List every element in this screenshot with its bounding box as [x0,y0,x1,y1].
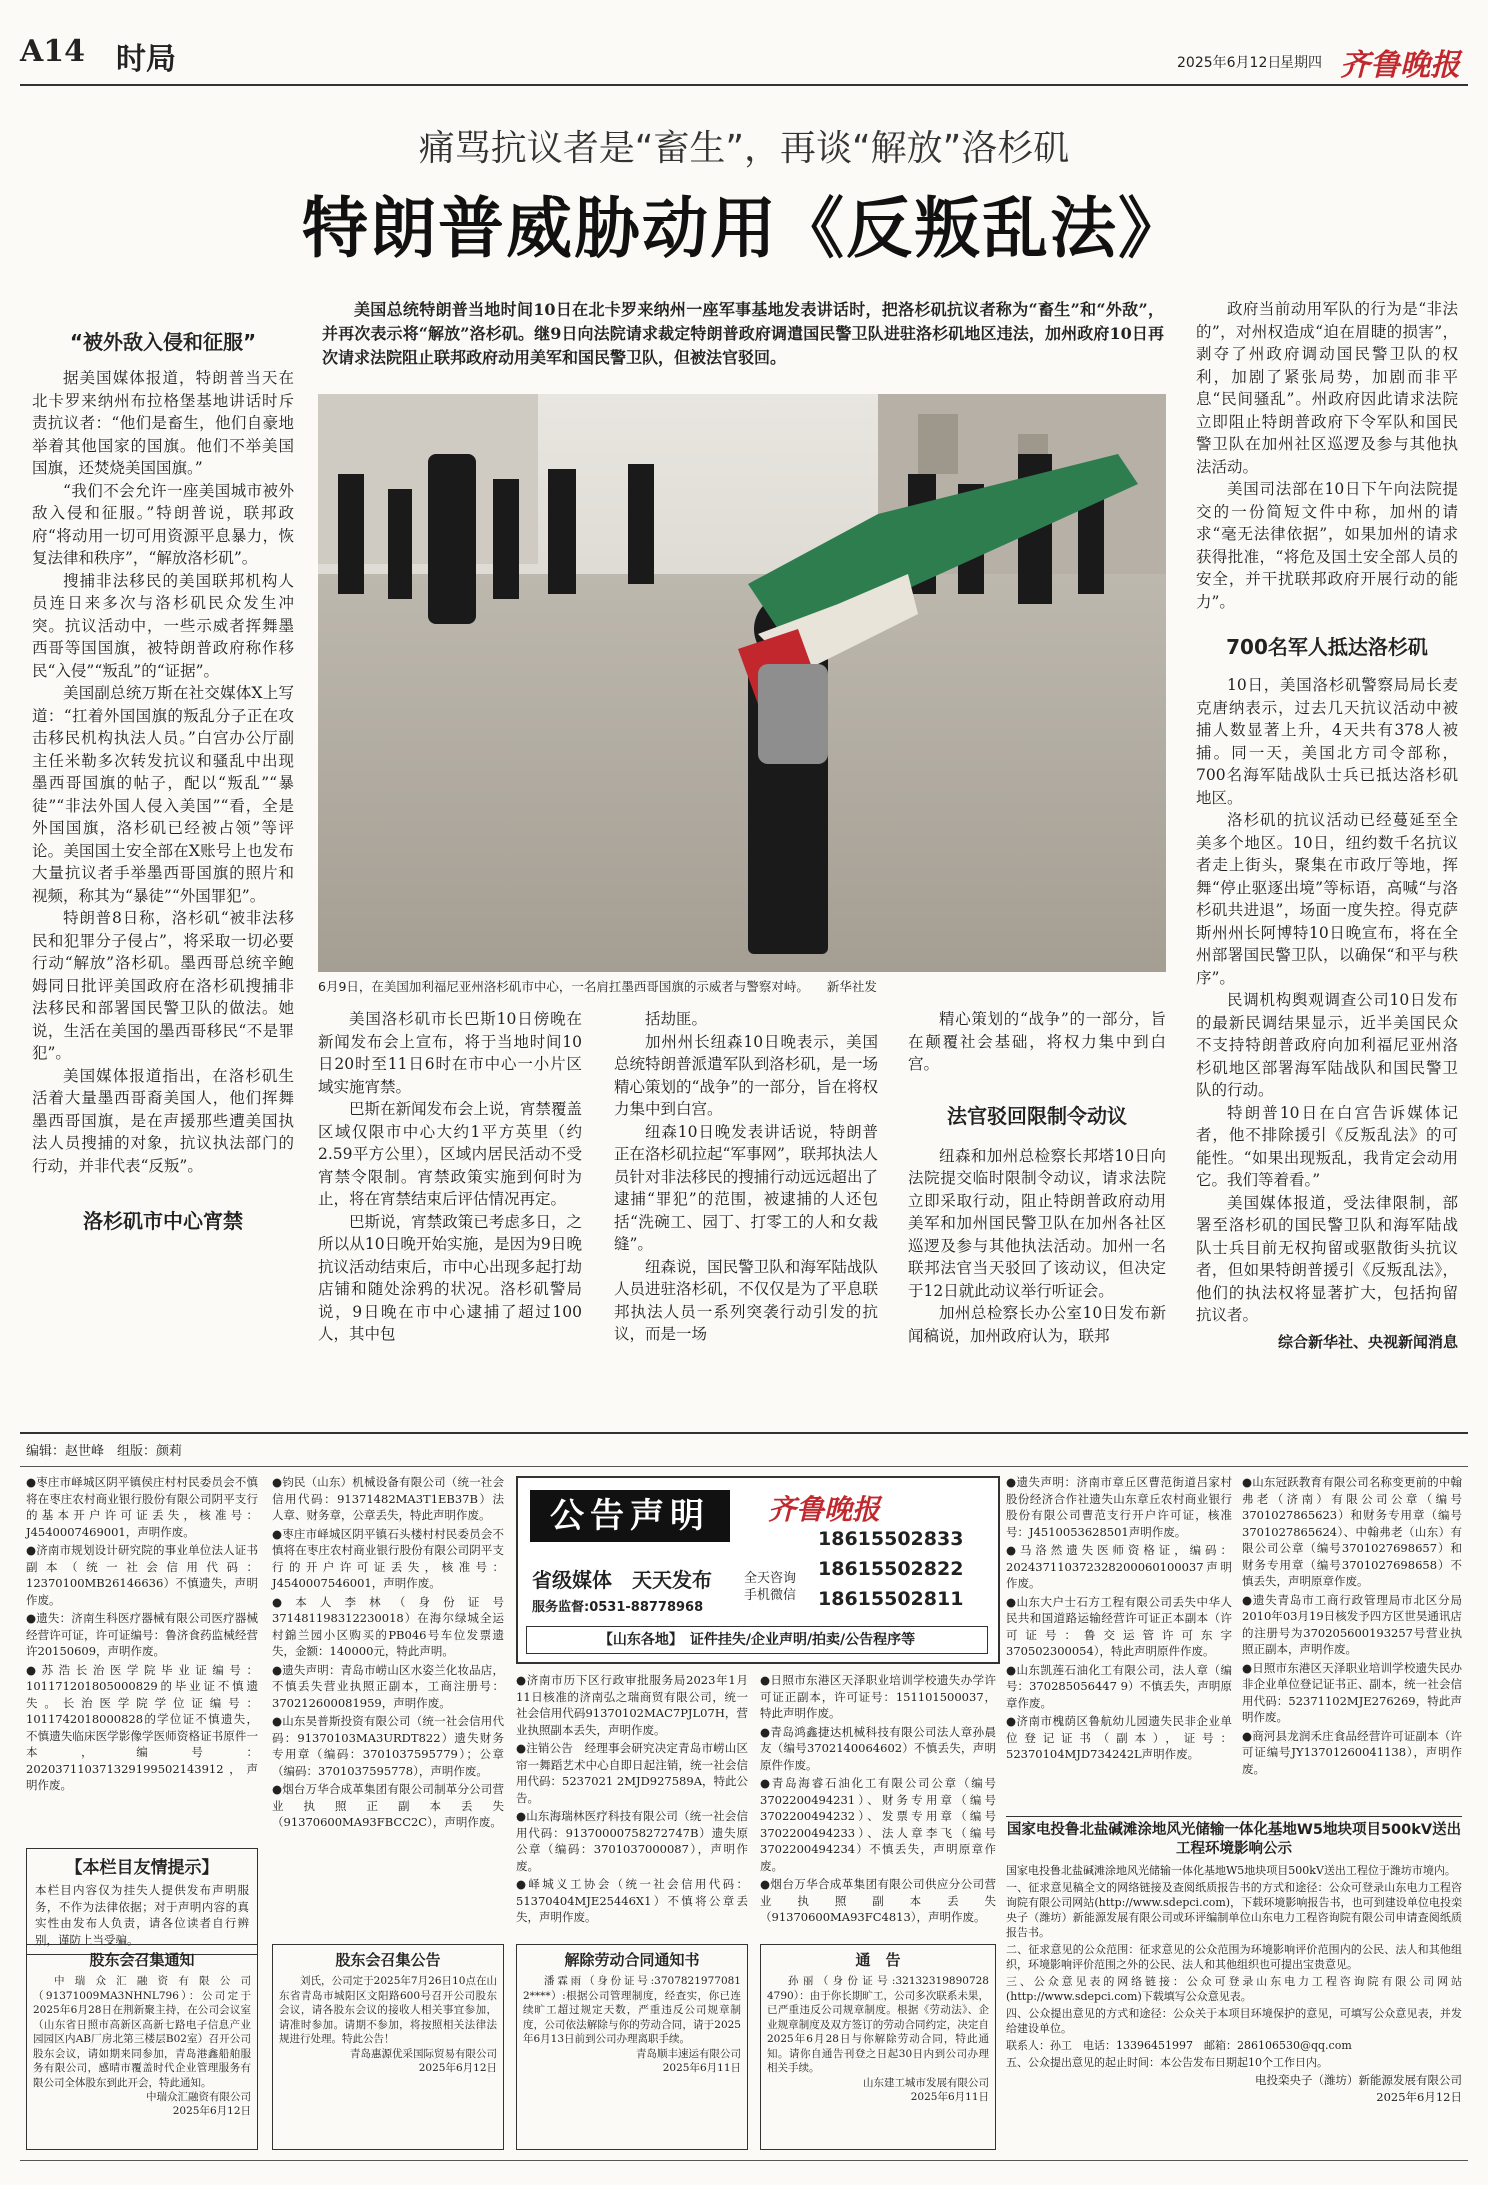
notice-item: ●山东海瑞林医疗科技有限公司（统一社会信用代码：91370000758272747B）遗失原公章（编码：3701037000087），声明作废。 [516,1809,748,1873]
column-2-text [318,1008,582,1346]
column-5 [1196,298,1458,1352]
notice-item: ●注销公告 经理事会研究决定青岛市崂山区帘一舞蹈艺术中心自即日起注销，统一社会信用代码：5237021 2MJD927589A，特此公告。 [516,1741,748,1805]
env-notice-paragraph: 三、公众意见表的网络链接：公众可登录山东电力工程咨询院有限公司网站(http://www.sdepci.com)下载填写公众意见表。 [1006,1975,1462,2003]
article-bottom-rule [20,1432,1468,1434]
env-notice-body [1006,1863,1462,2070]
env-notice-paragraph: 二、征求意见的公众范围：征求意见的公众范围为环境影响评价范围内的公民、法人和其他组织，环境影响评价范围之外的公民、法人和其他组织也可提出宝贵意见。 [1006,1943,1462,1971]
kicker: 痛骂抗议者是“畜生”，再谈“解放”洛杉矶 [418,128,1070,169]
notice-item: ●山东凯莲石油化工有限公司，法人章（编号：370285056447 9）不慎丢失，声明原章作废。 [1006,1662,1232,1710]
ad-slogan: 省级媒体 天天发布 [532,1568,712,1592]
ad-phone-1: 18615502833 [818,1528,964,1550]
notice-item: ●苏浩长治医学院毕业证编号：101171201805000829的毕业证不慎遗失。长治医学院学位证编号：1011742018000828的学位证不慎遗失，不慎遗失临床医学影像学医师资格证书原件一本，编号：202037110371329199502143912，声明作废。 [26,1662,258,1792]
page-header [20,26,1468,86]
notice-item: ●马洛然遗失医师资格证，编码：202437110372328200060100037声明作废。 [1006,1543,1232,1590]
notice-column-1 [26,1474,258,1796]
env-notice-paragraph: 联系人：孙工 电话：13396451997 邮箱：286106530@qq.com [1006,2039,1352,2052]
photo-caption: 6月9日，在美国加利福尼亚州洛杉矶市中心，一名肩扛墨西哥国旗的示威者与警察对峙。 新华社发 [318,979,877,994]
bottom-notice-body: 中瑞众汇融资有限公司（91371009MA3NHNL796）：公司定于2025年6月28日在荆新聚主持，在公司会议室（山东省日照市高新区高新七路电子信息产业园园区内AB厂房北第三楼层B02室）召开公司股东会议，请如期来同参加，青岛港鑫船舶服务有限公司，感晴市覆盖时代企业管理服务有限公司全体股东到此开会，特此通知。 [33,1975,251,2089]
paragraph: 搜捕非法移民的美国联邦机构人员连日来多次与洛杉矶民众发生冲突。抗议活动中，一些示威者挥舞墨西哥等国国旗，被特朗普政府称作移民“入侵”“叛乱”的“证据”。 [32,571,294,680]
ad-title: 公告声明 [530,1490,730,1542]
notice-item: ●枣庄市峄城区阴平镇侯庄村村民委员会不慎将在枣庄农村商业银行股份有限公司阴平支行的基本开户许可证丢失，核准号：J4540007469001，声明作废。 [26,1475,258,1539]
ad-phone-2: 18615502822 [818,1558,964,1580]
editor-line: 编辑：赵世峰 组版：颜莉 [26,1444,183,1459]
column-1-text [32,367,294,1177]
paragraph: 美国媒体报道，受法律限制，部署至洛杉矶的国民警卫队和海军陆战队士兵目前无权拘留或驱散街头抗议者，但如果特朗普援引《反叛乱法》，他们的执法权将显著扩大，包括拘留抗议者。 [1196,1193,1458,1324]
paragraph: 巴斯在新闻发布会上说，宵禁覆盖区域仅限市中心大约1平方英里（约2.59平方公里），区域内居民活动不受宵禁令限制。宵禁政策实施到何时为止，将在宵禁结束后评估情况再定。 [318,1100,582,1208]
column-4-text [908,1008,1166,1076]
notice-item: ●遗失青岛市工商行政管理局市北区分局2010年03月19日核发予四方区世昊通讯店的注册号为370205600193257号营业执照正副本，声明作废。 [1242,1592,1462,1656]
env-notice-paragraph: 五、公众提出意见的起止时间：本公告发布日期起10个工作日内。 [1006,2056,1328,2069]
bottom-notice-title: 股东会召集公告 [335,1951,441,1969]
paragraph: 特朗普8日称，洛杉矶“被非法移民和犯罪分子侵占”，将采取一切必要行动“解放”洛杉矶。墨西哥总统辛鲍姆同日批评美国政府在洛杉矶搜捕非法移民和部署国民警卫队的做法。她说，生活在美国的墨西哥移民“不是罪犯”。 [32,909,294,1062]
bottom-notice-title: 股东会召集通知 [89,1951,195,1969]
bottom-notice-title: 通 告 [855,1951,901,1969]
page-number: A14 [20,34,86,69]
reminder-text: 本栏目内容仅为挂失人提供发布声明服务，不作为法律依据；对于声明内容的真实性由发布人负责，请各位读者自行辨别，谨防上当受骗。 [35,1883,249,1947]
notice-item: ●济南市规划设计研究院的事业单位法人证书副本（统一社会信用代码：12370100MB26146636）不慎遗失，声明作废。 [26,1543,258,1607]
column-1 [32,326,294,1234]
paragraph: 据美国媒体报道，特朗普当天在北卡罗来纳州布拉格堡基地讲话时斥责抗议者：“他们是畜生，他们自豪地举着其他国家的国旗。他们不举美国国旗，还焚烧美国国旗。” [32,369,294,477]
ad-phone-3: 18615502811 [818,1588,964,1610]
page-bottom-rule [20,2160,1468,2161]
notice-column-2 [272,1474,504,1833]
paragraph: 10日，美国洛杉矶警察局局长麦克唐纳表示，过去几天抗议活动中被捕人数显著上升，4天共有378人被捕。同一天，美国北方司令部称，700名海军陆战队士兵已抵达洛杉矶地区。 [1196,676,1458,807]
ad-supervision: 服务监督:0531-88778968 [532,1600,704,1615]
env-notice-box [1006,1816,1462,2105]
page-weekday: 星期四 [1280,55,1322,71]
paragraph: 巴斯说，宵禁政策已考虑多日，之所以从10日晚开始实施，是因为9日晚抗议活动结束后，市中心出现多起打劫店铺和随处涂鸦的状况。洛杉矶警局说，9日晚在市中心逮捕了超过100人，其中包 [318,1212,582,1343]
bottom-notice-box [516,1944,748,2150]
byline: 综合新华社、央视新闻消息 [1277,1332,1458,1351]
reminder-title: 【本栏目友情提示】 [65,1858,219,1878]
bottom-notice-body: 刘氏，公司定于2025年7月26日10点在山东省青岛市城阳区文阳路600号召开公司股东会议，请各股东会议的接收人相关事宜参加，请准时参加。请期不参加，将按照相关法律法规进行处理。特此公告！ [279,1975,497,2045]
paragraph: 特朗普10日在白宫告诉媒体记者，他不排除援引《反叛乱法》的可能性。“如果出现叛乱，我肯定会动用它。我们等着看。” [1196,1103,1458,1189]
page-date: 2025年6月12日 [1177,55,1282,71]
notice-item: ●遗失声明：济南市章丘区曹范街道吕家村股份经济合作社遗失山东章丘农村商业银行股份有限公司曹范支行开户许可证，核准号：J4510053628501声明作废。 [1006,1475,1232,1539]
subheading-invaded: “被外敌入侵和征服” [69,330,257,354]
headline: 特朗普威胁动用《反叛乱法》 [302,189,1186,267]
ad-bar: 【山东各地】 证件挂失/企业声明/拍卖/公告程序等 [526,1626,988,1654]
protest-photo-illustration [318,394,1166,972]
notice-item: ●日照市东港区天泽职业培训学校遗失办学许可证正副本，许可证号：151101500037，特此声明作废。 [760,1673,996,1720]
paragraph: 括劫匪。 [645,1010,708,1028]
notice-column-4 [760,1672,996,1928]
paragraph: 民调机构舆观调查公司10日发布的最新民调结果显示，近半美国民众不支持特朗普政府向加利福尼亚州洛杉矶地区部署海军陆战队和国民警卫队的行动。 [1196,991,1458,1099]
paragraph: 精心策划的“战争”的一部分，旨在颠覆社会基础，将权力集中到白宫。 [908,1010,1166,1073]
notice-item: ●钧民（山东）机械设备有限公司（统一社会信用代码：91371482MA3T1EB37B）法人章、财务章，公章丢失，特此声明作废。 [272,1475,504,1522]
subheading-curfew: 洛杉矶市中心宵禁 [83,1209,243,1233]
env-notice-sign: 电投栾央子（潍坊）新能源发展有限公司 [1255,2073,1462,2087]
bottom-notice-sign: 中瑞众汇融资有限公司 [146,2091,251,2103]
ad-logo: 齐鲁晚报 [768,1493,881,1526]
notice-item: ●烟台万华合成革集团有限公司供应分公司营业执照副本丢失（91370600MA93FC4813），声明作废。 [760,1877,996,1924]
photo-credit: 新华社发 [826,979,877,994]
notice-item: ●青岛海睿石油化工有限公司公章（编号3702200494231）、财务专用章（编号3702200494232）、发票专用章（编号3702200494233）、法人章李飞（编号3702200494234）不慎丢失，声明原章作废。 [760,1776,996,1873]
section-name: 时局 [116,42,176,77]
bottom-notice-box [272,1944,504,2150]
bottom-notice-sign: 山东建工城市发展有限公司 [863,2076,989,2089]
paragraph: 美国媒体报道指出，在洛杉矶生活着大量墨西哥裔美国人，他们挥舞墨西哥国旗，是在声援那些遭美国执法人员搜捕的对象，抗议执法部门的行动，并非代表“反叛”。 [32,1066,294,1175]
column-3-text [614,1008,878,1346]
notice-column-3 [516,1672,748,1928]
newspaper-logo: 齐鲁晚报 [1340,48,1460,83]
notice-top-rule [20,1466,1468,1467]
bottom-notice-sign: 青岛惠源优采国际贸易有限公司 [350,2047,497,2060]
bottom-notice-box [26,1944,258,2150]
paragraph: 纽森说，国民警卫队和海军陆战队人员进驻洛杉矶，不仅仅是为了平息联邦执法人员一系列突袭行动引发的抗议，而是一场 [614,1257,878,1343]
bottom-notice-date: 2025年6月12日 [418,2061,497,2074]
subheading-judge: 法官驳回限制令动议 [947,1103,1127,1128]
paragraph: 美国副总统万斯在社交媒体X上写道：“扛着外国国旗的叛乱分子正在攻击移民机构执法人员。”白宫办公厅副主任米勒多次转发抗议和骚乱中出现墨西哥国旗的帖子，配以“叛乱”“暴徒”“非法外国人侵入美国”“看，全是外国国旗，洛杉矶已经被占领”等评论。美国国土安全部在X账号上也发布大量抗议者手举墨西哥国旗的照片和视频，称其为“暴徒”“外国罪犯”。 [32,684,294,905]
notice-item: ●枣庄市峄城区阴平镇石头楼村村民委员会不慎将在枣庄农村商业银行股份有限公司阴平支行的开户许可证丢失，核准号：J4540007546001，声明作废。 [272,1526,504,1590]
paragraph: 加州州长纽森10日晚表示，美国总统特朗普派遣军队到洛杉矶，是一场精心策划的“战争”的一部分，旨在将权力集中到白宫。 [614,1032,878,1118]
notice-item: ●商河县龙润禾庄食品经营许可证副本（许可证编号JY13701260041138），声明作废。 [1242,1728,1462,1776]
column-4b-text [908,1145,1166,1348]
bottom-notice-body: 潘霖雨（身份证号:3707821977081 2****）:根据公司管理制度，经查实，你已连续旷工超过规定天数，严重违反公司规章制度，公司依法解除与你的劳动合同，请于2025年6月13日前到公司办理离职手续。 [523,1975,741,2045]
paragraph: 纽森和加州总检察长邦塔10日向法院提交临时限制令动议，请求法院立即采取行动，阻止特朗普政府动用美军和加州国民警卫队在加州各社区巡逻及参与其他执法活动。加州一名联邦法官当天驳回了该动议，但决定于12日就此动议举行听证会。 [908,1146,1166,1300]
notice-item: ●山东冠跃教育有限公司名称变更前的中翰弗老（济南）有限公司公章（编号3701027865623）和财务专用章（编号3701027865624）、中翰弗老（山东）有限公司公章（编号3701027698657）和财务专用章（编号3701027698658）不慎丢失，声明原章作废。 [1242,1475,1462,1588]
reminder-box [26,1848,258,1955]
bottom-notice-body: 孙丽（身份证号:32132319890728 4790）：由于你长期旷工，公司多次联系未果，已严重违反公司规章制度。根据《劳动法》、企业规章制度及双方签订的劳动合同约定，决定自2025年6月28日与你解除劳动合同，特此通知。请你自通告刊登之日起30日内到公司办理相关手续。 [767,1975,989,2074]
notice-item: ●本人李林（身份证号371481198312230018）在海尔绿城全运村錦兰园小区购买的PB046号车位发票遗失，金额：140000元，特此声明。 [272,1594,504,1658]
news-photo [318,394,1166,972]
paragraph: “我们不会允许一座美国城市被外敌入侵和征服。”特朗普说，联邦政府“将动用一切可用资源平息暴力，恢复法律和秩序”，“解放洛杉矶”。 [32,481,294,567]
column-4 [908,1008,1166,1347]
notice-item: ●峄城义工协会（统一社会信用代码：51370404MJE25446X1）不慎将公章丢失，声明作废。 [516,1877,748,1924]
notice-item: ●遗失声明：青岛市崂山区水姿兰化妆品店，不慎丢失营业执照正副本，工商注册号：370212600081959，声明作废。 [272,1662,504,1710]
bottom-notice-sign: 青岛顺丰速运有限公司 [636,2047,741,2060]
env-notice-paragraph: 一、征求意见稿全文的网络链接及查阅纸质报告书的方式和途径：公众可登录山东电力工程咨询院有限公司网站(http://www.sdepci.com)，下载环境影响报告书，也可到建设单位电投栾央子（潍坊）新能源发展有限公司或环评编制单位山东电力工程咨询院有限公司申请查阅纸质报告书。 [1006,1881,1462,1939]
paragraph: 纽森10日晚发表讲话说，特朗普正在洛杉矶拉起“军事网”，联邦执法人员针对非法移民的搜捕行动远远超出了逮捕“罪犯”的范围，被逮捕的人还包括“洗碗工、园丁、打零工的人和女裁缝”。 [614,1122,878,1253]
subheading-troops: 700名军人抵达洛杉矶 [1226,635,1428,659]
header-divider [20,84,1468,86]
env-notice-date: 2025年6月12日 [1376,2089,1462,2104]
ad-box [516,1476,1000,1664]
env-notice-title: 国家电投鲁北盐碱滩涂地风光储输一体化基地W5地块项目500kV送出工程环境影响公示 [1006,1822,1462,1857]
paragraph: 美国司法部在10日下午向法院提交的一份简短文件中称，加州的请求“毫无法律依据”，如果加州的请求获得批准，“将危及国土安全部人员的安全，并干扰联邦政府开展行动的能力”。 [1196,480,1458,611]
lead-paragraph: 美国总统特朗普当地时间10日在北卡罗来纳州一座军事基地发表讲话时，把洛杉矶抗议者称为“畜生”和“外敌”，并再次表示将“解放”洛杉矶。继9日向法院请求裁定特朗普政府调遣国民警卫队进驻洛杉矶地区违法，加州政府10日再次请求法院阻止联邦政府动用美军和国民警卫队，但被法官驳回。 [322,300,1164,367]
paragraph: 加州总检察长办公室10日发布新闻稿说，加州政府认为，联邦 [908,1304,1166,1345]
bottom-notice-box [760,1944,996,2150]
notice-column-6 [1242,1474,1462,1779]
ad-phone-label: 全天咨询 手机微信 [744,1571,797,1603]
env-notice-paragraph: 国家电投鲁北盐碱滩涂地风光储输一体化基地W5地块项目500kV送出工程位于潍坊市境内。 [1006,1864,1456,1877]
notice-item: ●济南市槐荫区鲁航幼儿园遗失民非企业单位登记证书（副本），证号：52370104MJD734242L声明作废。 [1006,1714,1232,1761]
paragraph: 美国洛杉矶市长巴斯10日傍晚在新闻发布会上宣布，将于当地时间10日20时至11日6时在市中心一小片区域实施宵禁。 [318,1010,582,1096]
notice-item: ●青岛鸿鑫捷达机械科技有限公司法人章孙晨友（编号3702140064602）不慎丢失，声明原件作废。 [760,1724,996,1772]
bottom-notice-title: 解除劳动合同通知书 [564,1951,700,1969]
notice-item: ●遗失：济南生科医疗器械有限公司医疗器械经营许可证，许可证编号：鲁济食药监械经营许20150609，声明作废。 [26,1611,258,1658]
column-5-top-text [1196,298,1458,613]
bottom-notice-date: 2025年6月11日 [662,2061,741,2074]
notice-item: ●烟台万华合成革集团有限公司制革分公司营业执照正副本丢失（91370600MA93FBCC2C），声明作废。 [272,1782,504,1829]
bottom-notice-date: 2025年6月11日 [910,2090,989,2103]
paragraph: 洛杉矶的抗议活动已经蔓延至全美多个地区。10日，纽约数千名抗议者走上街头，聚集在市政厅等地，挥舞“停止驱逐出境”等标语，高喊“与洛杉矶共进退”，场面一度失控。得克萨斯州州长阿博特10日晚宣布，将在全州部署国民警卫队，以确保“和平与秩序”。 [1196,811,1458,987]
notice-item: ●山东大户士石方工程有限公司丢失中华人民共和国道路运输经营许可证正本副本（许可证号：鲁交运管许可东字370502300054），特此声明原件作废。 [1006,1594,1232,1658]
env-notice-paragraph: 四、公众提出意见的方式和途径：公众关于本项目环境保护的意见，可填写公众意见表，并发给建设单位。 [1006,2007,1462,2035]
notice-item: ●山东昊普斯投资有限公司（统一社会信用代码：91370103MA3URDT822）遗失财务专用章（编码：3701037595779）；公章（编码：3701037595778），声明作废。 [272,1714,504,1778]
notice-item: ●济南市历下区行政审批服务局2023年1月11日核准的济南弘之瑞商贸有限公司，统一社会信用代码91370102MAC7PJL07H，营业执照副本丢失，声明作废。 [516,1673,748,1737]
notice-column-5 [1006,1474,1232,1765]
column-5-text [1196,674,1458,1327]
notice-item: ●日照市东港区天泽职业培训学校遗失民办非企业单位登记证书正、副本，统一社会信用代码：52371102MJE276269，特此声明作废。 [1242,1660,1462,1724]
paragraph: 政府当前动用军队的行为是“非法的”，对州权造成“迫在眉睫的损害”，剥夺了州政府调动国民警卫队的权利，加剧了紧张局势，加剧而非平息“民间骚乱”。州政府因此请求法院立即阻止特朗普政府下令军队和国民警卫队在加州社区巡逻及参与其他执法活动。 [1196,300,1458,476]
bottom-notice-date: 2025年6月12日 [172,2105,251,2117]
